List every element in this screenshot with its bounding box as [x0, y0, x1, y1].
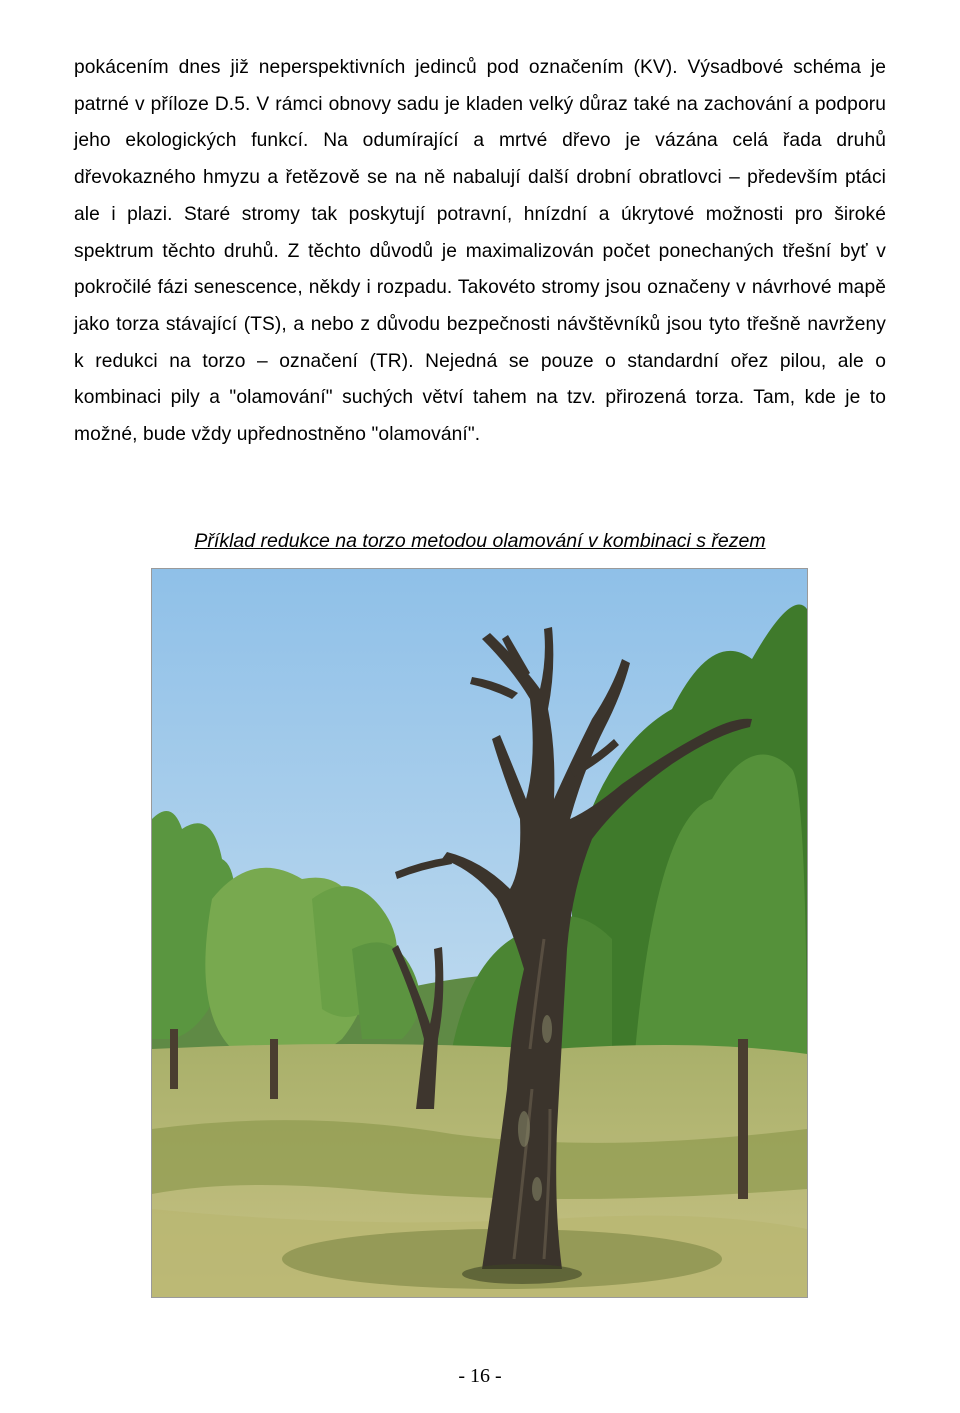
page-number: - 16 -: [458, 1365, 502, 1387]
figure-caption: Příklad redukce na torzo metodou olamování v kombinaci s řezem: [194, 530, 766, 552]
body-paragraph: pokácením dnes již neperspektivních jedinců pod označením (KV). Výsadbové schéma je patrné v příloze D.5. V rámci obnovy sadu je kladen velký důraz také na zachování a podporu jeho ekologických funkcí. Na odumírající a mrtvé dřevo je vázána celá řada druhů dřevokazného hmyzu a řetězově se na ně nabalují další drobní obratlovci – především ptáci ale i plazi. Staré stromy tak poskytují potravní, hnízdní a úkrytové možnosti pro široké spektrum těchto druhů. Z těchto důvodů je maximalizován počet ponechaných třešní byť v pokročilé fázi senescence, někdy i rozpadu. Takovéto stromy jsou označeny v návrhové mapě jako torza stávající (TS), a nebo z důvodu bezpečnosti návštěvníků jsou tyto třešně navrženy k redukci na torzo – označení (TR). Nejedná se pouze o standardní ořez pilou, ale o kombinaci pily a "olamování" suchých větví tahem na tzv. přirozená torza. Tam, kde je to možné, bude vždy upřednostněno "olamování".: [74, 57, 886, 446]
orchard-tree-photo: [151, 568, 808, 1298]
